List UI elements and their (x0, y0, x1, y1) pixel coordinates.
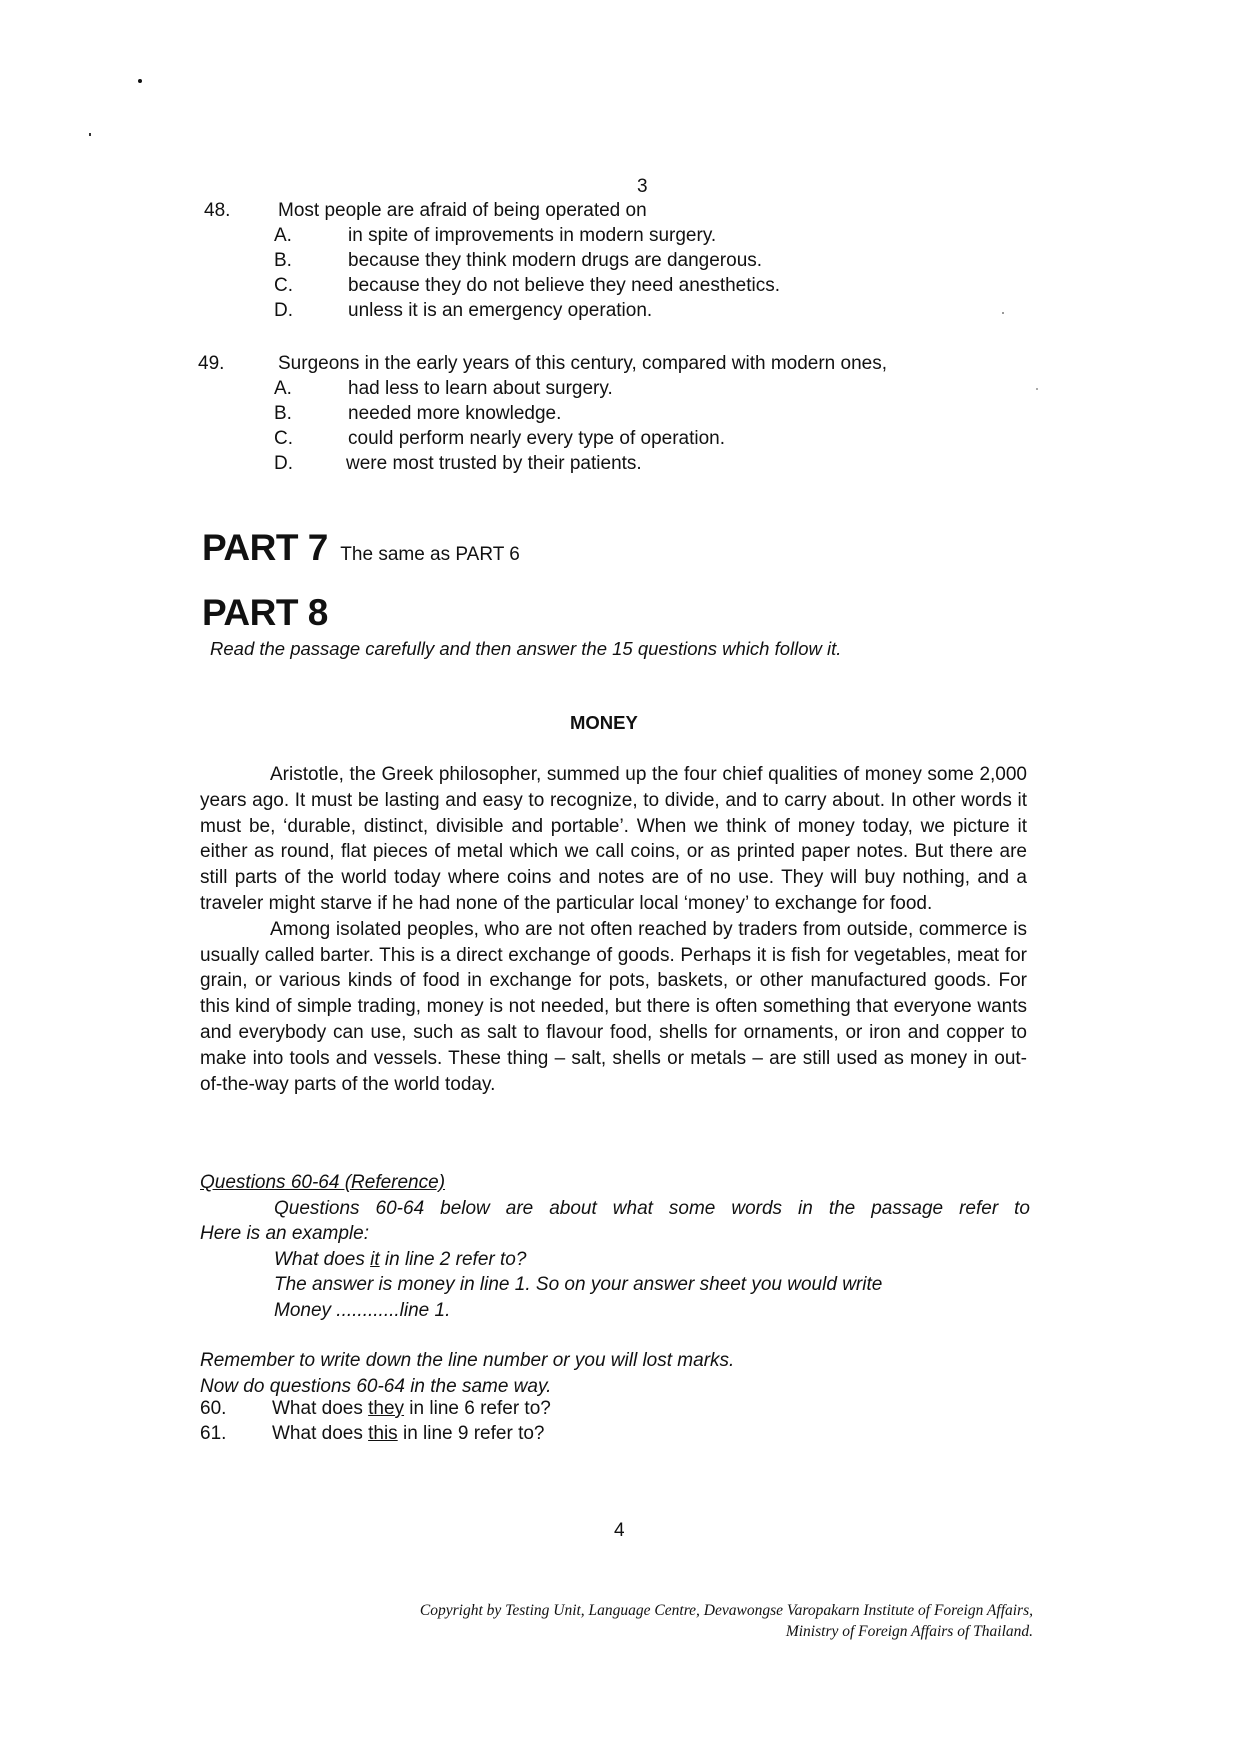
question-48: 48. Most people are afraid of being operated on A. in spite of improvements in modern surgery. B. because they think modern drugs are dangerous. C. because they do not believe they need anesthetics. D. unless it is an emergency operation. (204, 200, 781, 321)
reference-intro: Questions 60-64 below are about what some words in the passage refer to (274, 1197, 1030, 1219)
example-question: What does it in line 2 refer to? (274, 1248, 527, 1270)
part-7 (202, 527, 520, 569)
footer-line-2: Ministry of Foreign Affairs of Thailand. (785, 1623, 1033, 1640)
reference-intro-2: Here is an example: (200, 1223, 369, 1244)
page-number-top: 3 (637, 176, 648, 197)
reference-section (200, 1170, 1030, 1399)
footer-line-1: Copyright by Testing Unit, Language Centre, Devawongse Varopakarn Institute of Foreign Affairs, (419, 1602, 1033, 1619)
copyright-footer (200, 1600, 1033, 1642)
scan-speck (89, 133, 91, 136)
question-stem: Surgeons in the early years of this century, compared with modern ones, (278, 353, 888, 374)
part-8-instruction: Read the passage carefully and then answer the 15 questions which follow it. (210, 638, 842, 659)
question-49: 49. Surgeons in the early years of this century, compared with modern ones, A. had less to learn about surgery. B. needed more knowledge. C. could perform nearly every type of operation. D. were most trusted by their patients. (198, 353, 888, 474)
part-7-subtitle: The same as PART 6 (340, 544, 520, 565)
question-number: 49. (198, 353, 225, 374)
passage-paragraph: Among isolated peoples, who are not often reached by traders from outside, commerce is usually called barter. This is a direct exchange of goods. Perhaps it is fish for vegetables, meat for grain, or various kinds of food in exchange for pots, baskets, or other manufactured goods. For this kind of simple trading, money is not needed, but there is often something that everyone wants and everybody can use, such as salt to flavour food, shells for ornaments, or iron and copper to make into tools and vessels. These thing – salt, shells or metals – are still used as money in out-of-the-way parts of the world today. (200, 918, 1027, 1095)
questions-60-61: 60. What does they in line 6 refer to? 61. What does this in line 9 refer to? (200, 1398, 551, 1444)
scan-speck (138, 79, 142, 83)
question-stem: Most people are afraid of being operated on (278, 200, 647, 221)
page-number-bottom: 4 (614, 1520, 625, 1541)
passage-body (200, 762, 1027, 1097)
instruction: Now do questions 60-64 in the same way. (200, 1375, 552, 1397)
question-number: 48. (204, 200, 231, 221)
part-8-heading: PART 8 (202, 592, 328, 633)
reminder: Remember to write down the line number or you will lost marks. (200, 1350, 735, 1371)
passage-paragraph: Aristotle, the Greek philosopher, summed up the four chief qualities of money some 2,000 years ago. It must be lasting and easy to recognize, to divide, and to carry about. In other words it must be, ‘durable, distinct, divisible and portable’. When we think of money today, we picture it either as round, flat pieces of metal which we call coins, or as printed paper notes. But there are still parts of the world today where coins and notes are of no use. They will buy nothing, and a traveler might starve if he had none of the particular local ‘money’ to exchange for food. (200, 764, 1027, 914)
part-7-heading: PART 7 (202, 527, 328, 568)
example-format: Money ............line 1. (274, 1299, 451, 1321)
passage-title: MONEY (570, 712, 638, 733)
reference-heading: Questions 60-64 (Reference) (200, 1172, 446, 1193)
example-answer: The answer is money in line 1. So on your answer sheet you would write (274, 1274, 883, 1295)
